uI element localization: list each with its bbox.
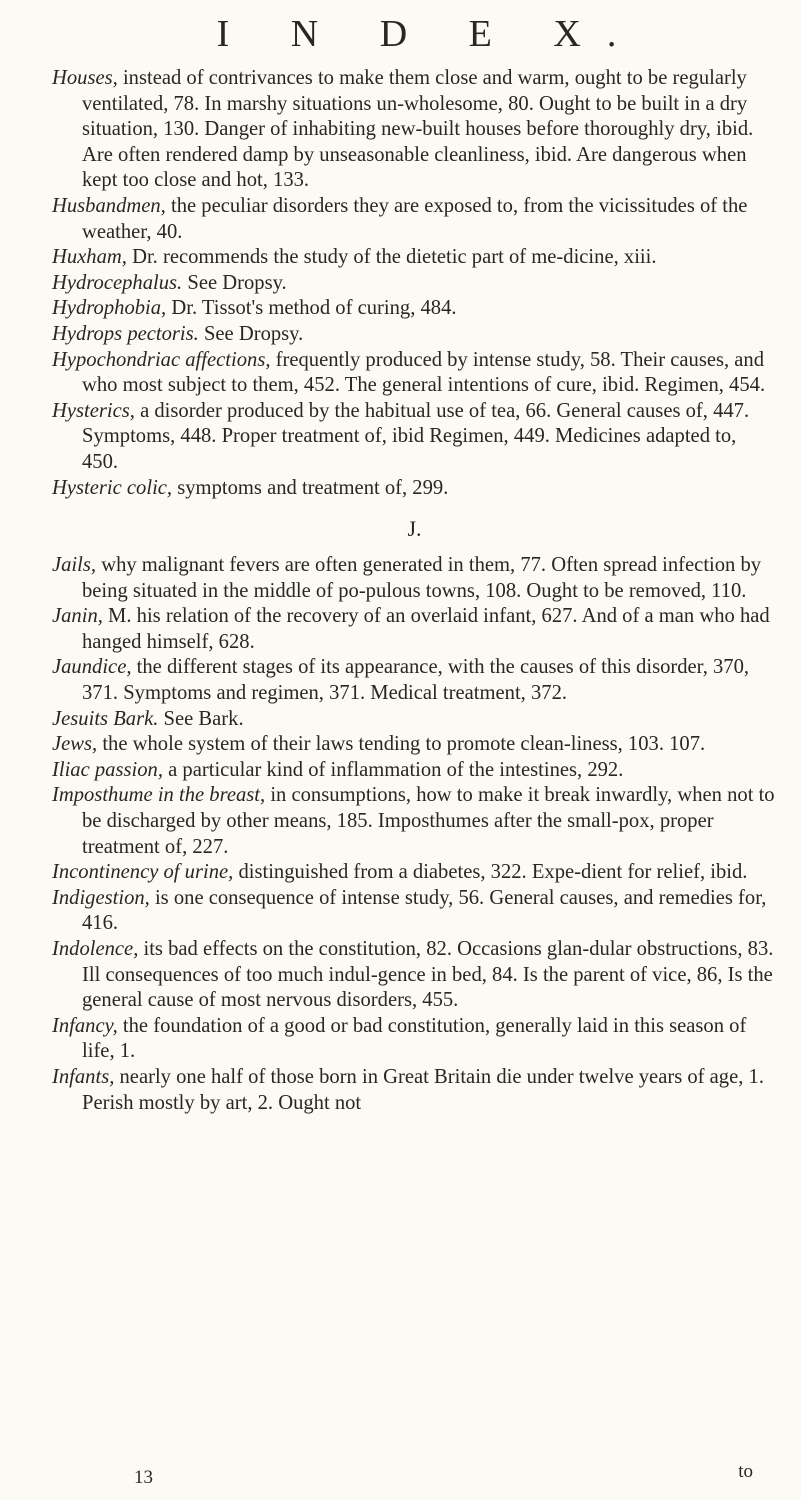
- index-entry: [52, 886, 777, 937]
- index-entry: [52, 66, 777, 194]
- index-entry: [52, 296, 777, 322]
- entry-text: frequently produced by intense study, 58. Their causes, and who most subject to them, 452. The general intentions of cure, ibid. Regimen, 454.: [82, 348, 766, 397]
- index-entry: [52, 553, 777, 604]
- entry-term: Indolence,: [52, 938, 139, 960]
- entry-text: the whole system of their laws tending to promote clean-liness, 103. 107.: [97, 733, 706, 756]
- entry-text: a particular kind of inflammation of the intestines, 292.: [162, 758, 624, 781]
- entry-text: the foundation of a good or bad constitution, generally laid in this season of life, 1.: [82, 1014, 747, 1063]
- index-entry: [52, 476, 777, 502]
- index-section-j: [52, 553, 777, 1116]
- entry-text: its bad effects on the constitution, 82. Occasions glan-dular obstructions, 83. Ill consequences of too much indul-gence in bed, 84. Is the parent of vice, 86, Is the general cause of most nervous disorders, 455.: [82, 938, 774, 1012]
- entry-text: Dr. recommends the study of the dietetic part of me-dicine, xiii.: [126, 246, 657, 269]
- index-entry: [52, 604, 777, 655]
- entry-term: Houses,: [52, 67, 118, 89]
- running-head: I N D E X.: [216, 13, 643, 55]
- index-entry: [52, 1014, 777, 1065]
- entry-text: See Dropsy.: [198, 322, 304, 345]
- entry-term: Husbandmen,: [52, 194, 166, 217]
- index-entry: [52, 783, 777, 860]
- entry-term: Hydrocephalus.: [52, 271, 183, 294]
- entry-term: Infancy,: [52, 1014, 118, 1037]
- index-entry: [52, 271, 777, 297]
- catchword: to: [738, 1461, 753, 1482]
- index-entry: [52, 758, 777, 784]
- entry-text: See Bark.: [158, 707, 244, 730]
- index-entry: [52, 245, 777, 271]
- entry-text: is one consequence of intense study, 56. General causes, and remedies for, 416.: [82, 886, 767, 935]
- entry-text: M. his relation of the recovery of an overlaid infant, 627. And of a man who had hanged himself, 628.: [82, 605, 770, 653]
- index-entry: [52, 194, 777, 245]
- signature-mark: 13: [134, 1467, 153, 1488]
- entry-text: symptoms and treatment of, 299.: [172, 476, 449, 499]
- entry-term: Infants,: [52, 1065, 115, 1088]
- entry-text: distinguished from a diabetes, 322. Expe-dient for relief, ibid.: [233, 861, 748, 884]
- entry-term: Jaundice,: [52, 656, 132, 679]
- entry-term: Jesuits Bark.: [52, 707, 159, 730]
- entry-term: Jews,: [52, 733, 98, 756]
- entry-text: the different stages of its appearance, with the causes of this disorder, 370, 371. Symptoms and regimen, 371. Medical treatment, 372.: [82, 656, 750, 705]
- entry-term: Hydrophobia,: [52, 297, 167, 320]
- index-entry: [52, 1065, 777, 1116]
- index-section-h: [52, 66, 777, 501]
- entry-term: Imposthume in the breast,: [52, 784, 266, 807]
- index-entry: [52, 732, 777, 758]
- index-entry: [52, 860, 777, 886]
- entry-term: Incontinency of urine,: [52, 861, 234, 884]
- entry-term: Hypochondriac affections,: [52, 348, 271, 371]
- index-entry: [52, 322, 777, 348]
- entry-term: Janin,: [52, 605, 103, 628]
- entry-text: in consumptions, how to make it break inwardly, when not to be discharged by other means, 185. Imposthumes after the small-pox, proper treatment of, 227.: [82, 784, 775, 858]
- entry-text: a disorder produced by the habitual use of tea, 66. General causes of, 447. Symptoms, 448. Proper treatment of, ibid Regimen, 449. Medicines adapted to, 450.: [82, 399, 750, 473]
- entry-text: the peculiar disorders they are exposed to, from the vicissitudes of the weather, 40.: [82, 194, 748, 243]
- index-entry: [52, 937, 777, 1014]
- page-footer: [52, 1461, 777, 1490]
- entry-text: Dr. Tissot's method of curing, 484.: [166, 297, 457, 320]
- entry-text: See Dropsy.: [182, 271, 287, 294]
- entry-term: Huxham,: [52, 246, 127, 269]
- index-entry: [52, 399, 777, 476]
- entry-term: Jails,: [52, 554, 97, 577]
- section-letter-j: J.: [407, 516, 422, 542]
- entry-term: Iliac passion,: [52, 758, 163, 781]
- entry-text: why malignant fevers are often generated in them, 77. Often spread infection by being situated in the middle of po-pulous towns, 108. Ought to be removed, 110.: [82, 554, 762, 602]
- entry-term: Hysteric colic,: [52, 476, 173, 499]
- entry-text: instead of contrivances to make them close and warm, ought to be regularly ventilated, 78. In marshy situations un-wholesome, 80. Ought to be built in a dry situation, 130. Danger of inhabiting new-built houses before thoroughly dry, ibid. Are often rendered damp by unseasonable cleanliness, ibid. Are dangerous when kept too close and hot, 133.: [82, 67, 754, 192]
- index-entry: [52, 655, 777, 706]
- entry-term: Indigestion,: [52, 886, 150, 909]
- entry-term: Hysterics,: [52, 399, 135, 422]
- index-entry: [52, 707, 777, 733]
- entry-text: nearly one half of those born in Great Britain die under twelve years of age, 1. Perish mostly by art, 2. Ought not: [82, 1065, 764, 1114]
- entry-term: Hydrops pectoris.: [52, 322, 199, 345]
- index-entry: [52, 348, 777, 399]
